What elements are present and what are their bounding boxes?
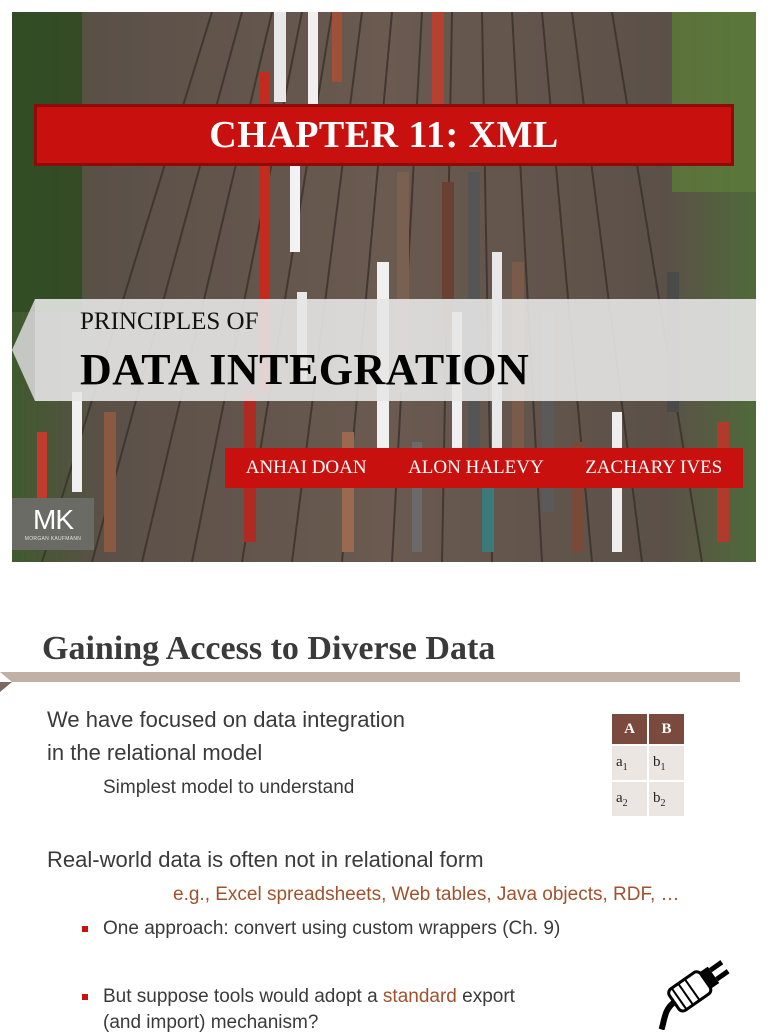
content-slide [0, 600, 768, 1033]
bullet-item [82, 986, 515, 1008]
bullet-text: One approach: convert using custom wrappers (Ch. 9) [103, 918, 561, 939]
logo-letters: MK [33, 504, 73, 535]
title-slide [12, 12, 756, 562]
relation-table [610, 712, 686, 818]
table-cell: $b_1$ [649, 746, 684, 780]
book-title: DATA INTEGRATION [80, 345, 530, 394]
plug-icon [640, 950, 740, 1030]
body-text: in the relational model [47, 740, 263, 765]
table-header-row [612, 714, 684, 744]
slide-title: Gaining Access to Diverse Data [42, 630, 496, 667]
logo-subtext: MORGAN KAUFMANN [24, 536, 82, 542]
body-text: We have focused on data integration [47, 707, 405, 732]
table-header: A [612, 714, 647, 744]
bullet-text: But suppose tools would adopt a standard export [103, 986, 515, 1007]
title-rule [12, 672, 740, 682]
chapter-title: CHAPTER 11: XML [209, 114, 559, 156]
bullet-square-icon [82, 994, 88, 1000]
title-band-wedge [12, 299, 35, 401]
chapter-banner [34, 104, 734, 166]
author-name: ANHAI DOAN [245, 457, 367, 478]
table-header: B [649, 714, 684, 744]
body-subtext: Simplest model to understand [103, 777, 355, 798]
example-text: e.g., Excel spreadsheets, Web tables, Java objects, RDF, … [173, 884, 680, 905]
bullet-item [82, 918, 560, 940]
title-rule-wedge [0, 672, 12, 682]
body-text: Real-world data is often not in relational form [47, 847, 484, 872]
book-subtitle: PRINCIPLES OF [80, 308, 259, 335]
authors-banner [225, 448, 743, 488]
bullet-square-icon [82, 926, 88, 932]
bullet-text-continued: (and import) mechanism? [103, 1012, 319, 1033]
author-name: ZACHARY IVES [585, 457, 723, 478]
table-row [612, 746, 684, 780]
table-cell: $a_1$ [612, 746, 647, 780]
author-name: ALON HALEVY [408, 457, 544, 478]
title-rule-corner [0, 682, 12, 692]
publisher-logo [12, 498, 94, 550]
table-row [612, 782, 684, 816]
table-cell: $a_2$ [612, 782, 647, 816]
table-cell: $b_2$ [649, 782, 684, 816]
